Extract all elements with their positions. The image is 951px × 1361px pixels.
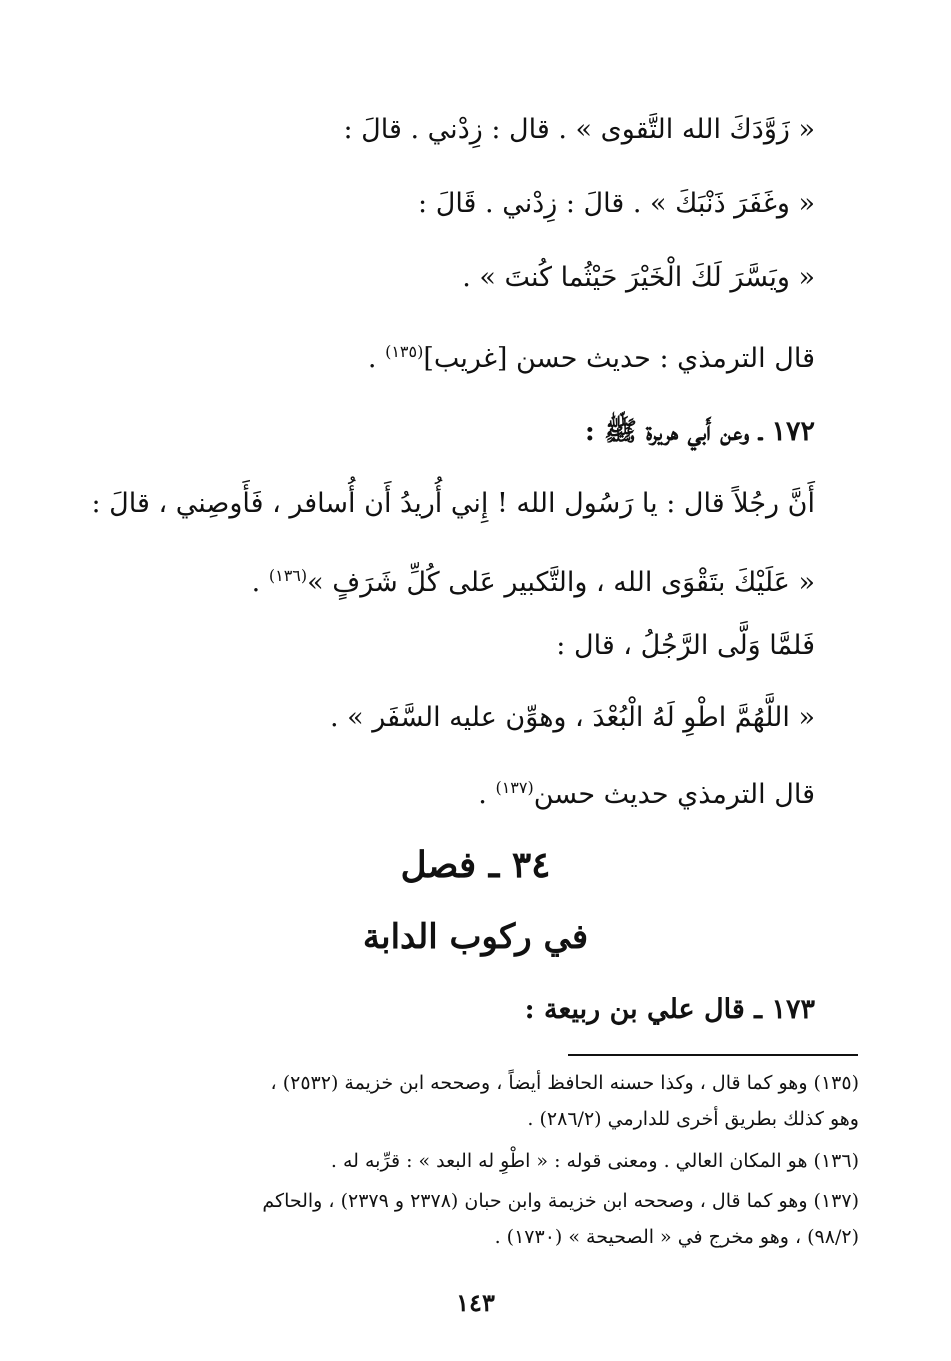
footnote-ref-135: (١٣٥) bbox=[385, 342, 424, 361]
text-line-8: فَلمَّا وَلَّى الرَّجُلُ ، قال : bbox=[556, 630, 815, 661]
line-end-punct: . bbox=[478, 779, 496, 810]
footnote-ref-136: (١٣٦) bbox=[268, 566, 308, 585]
text-line-6: أَنَّ رجُلاً قال : يا رَسُول الله ! إِني أُريدُ أَن أُسافر ، فَأَوصِني ، قالَ : bbox=[91, 488, 815, 519]
text-line-10 bbox=[478, 768, 815, 815]
footnote-136: (١٣٦) هو المكان العالي . ومعنى قوله : « اطْوِ له البعد » : قرِّبه له . bbox=[330, 1150, 859, 1172]
tirmidhi-grading-137: قال الترمذي حديث حسن bbox=[533, 779, 815, 810]
footnote-135-line-2: وهو كذلك بطريق أخرى للدارمي (٢٨٦/٢) . bbox=[527, 1108, 859, 1130]
section-title: ٣٤ ـ فصل bbox=[400, 844, 551, 886]
line-end-punct: . bbox=[367, 343, 386, 374]
hadith-173-heading: ١٧٣ ـ قال علي بن ربيعة : bbox=[524, 994, 815, 1025]
footnote-135-line-1: (١٣٥) وهو كما قال ، وكذا حسنه الحافظ أيضاً ، وصححه ابن خزيمة (٢٥٣٢) ، bbox=[270, 1072, 859, 1094]
supplication-advice: « عَلَيْكَ بتَقْوَى الله ، والتَّكبير عَلى كُلِّ شَرَفٍ » bbox=[307, 567, 815, 598]
text-line-9: « اللَّهُمَّ اطْوِ لَهُ الْبُعْدَ ، وهوِّن عليه السَّفَر » . bbox=[329, 702, 815, 733]
text-line-3: « ويَسَّرَ لَكَ الْخَيْرَ حَيْثُما كُنتَ » . bbox=[462, 262, 815, 293]
hadith-172-heading: ١٧٢ ـ وعن أَبي هريرة ﷺ : bbox=[584, 416, 815, 447]
text-line-1: « زَوَّدَكَ الله التَّقوى » . قال : زِدْني . قالَ : bbox=[343, 114, 815, 145]
footnote-137-line-2: (٩٨/٢) ، وهو مخرج في « الصحيحة » (١٧٣٠) . bbox=[494, 1226, 859, 1248]
text-line-4 bbox=[368, 332, 815, 379]
tirmidhi-grading-135: قال الترمذي : حديث حسن [غريب] bbox=[423, 343, 815, 374]
footnote-divider bbox=[568, 1054, 858, 1056]
footnote-137-line-1: (١٣٧) وهو كما قال ، وصححه ابن خزيمة وابن حبان (٢٣٧٨ و ٢٣٧٩) ، والحاكم bbox=[262, 1190, 859, 1212]
page-number: ١٤٣ bbox=[456, 1288, 495, 1317]
text-line-7 bbox=[252, 556, 815, 603]
footnote-ref-137: (١٣٧) bbox=[495, 778, 534, 797]
line-end-punct: . bbox=[251, 567, 269, 598]
section-subtitle: في ركوب الدابة bbox=[362, 917, 589, 957]
text-line-2: « وغَفَرَ ذَنْبَكَ » . قالَ : زِدْني . قَالَ : bbox=[418, 188, 815, 219]
